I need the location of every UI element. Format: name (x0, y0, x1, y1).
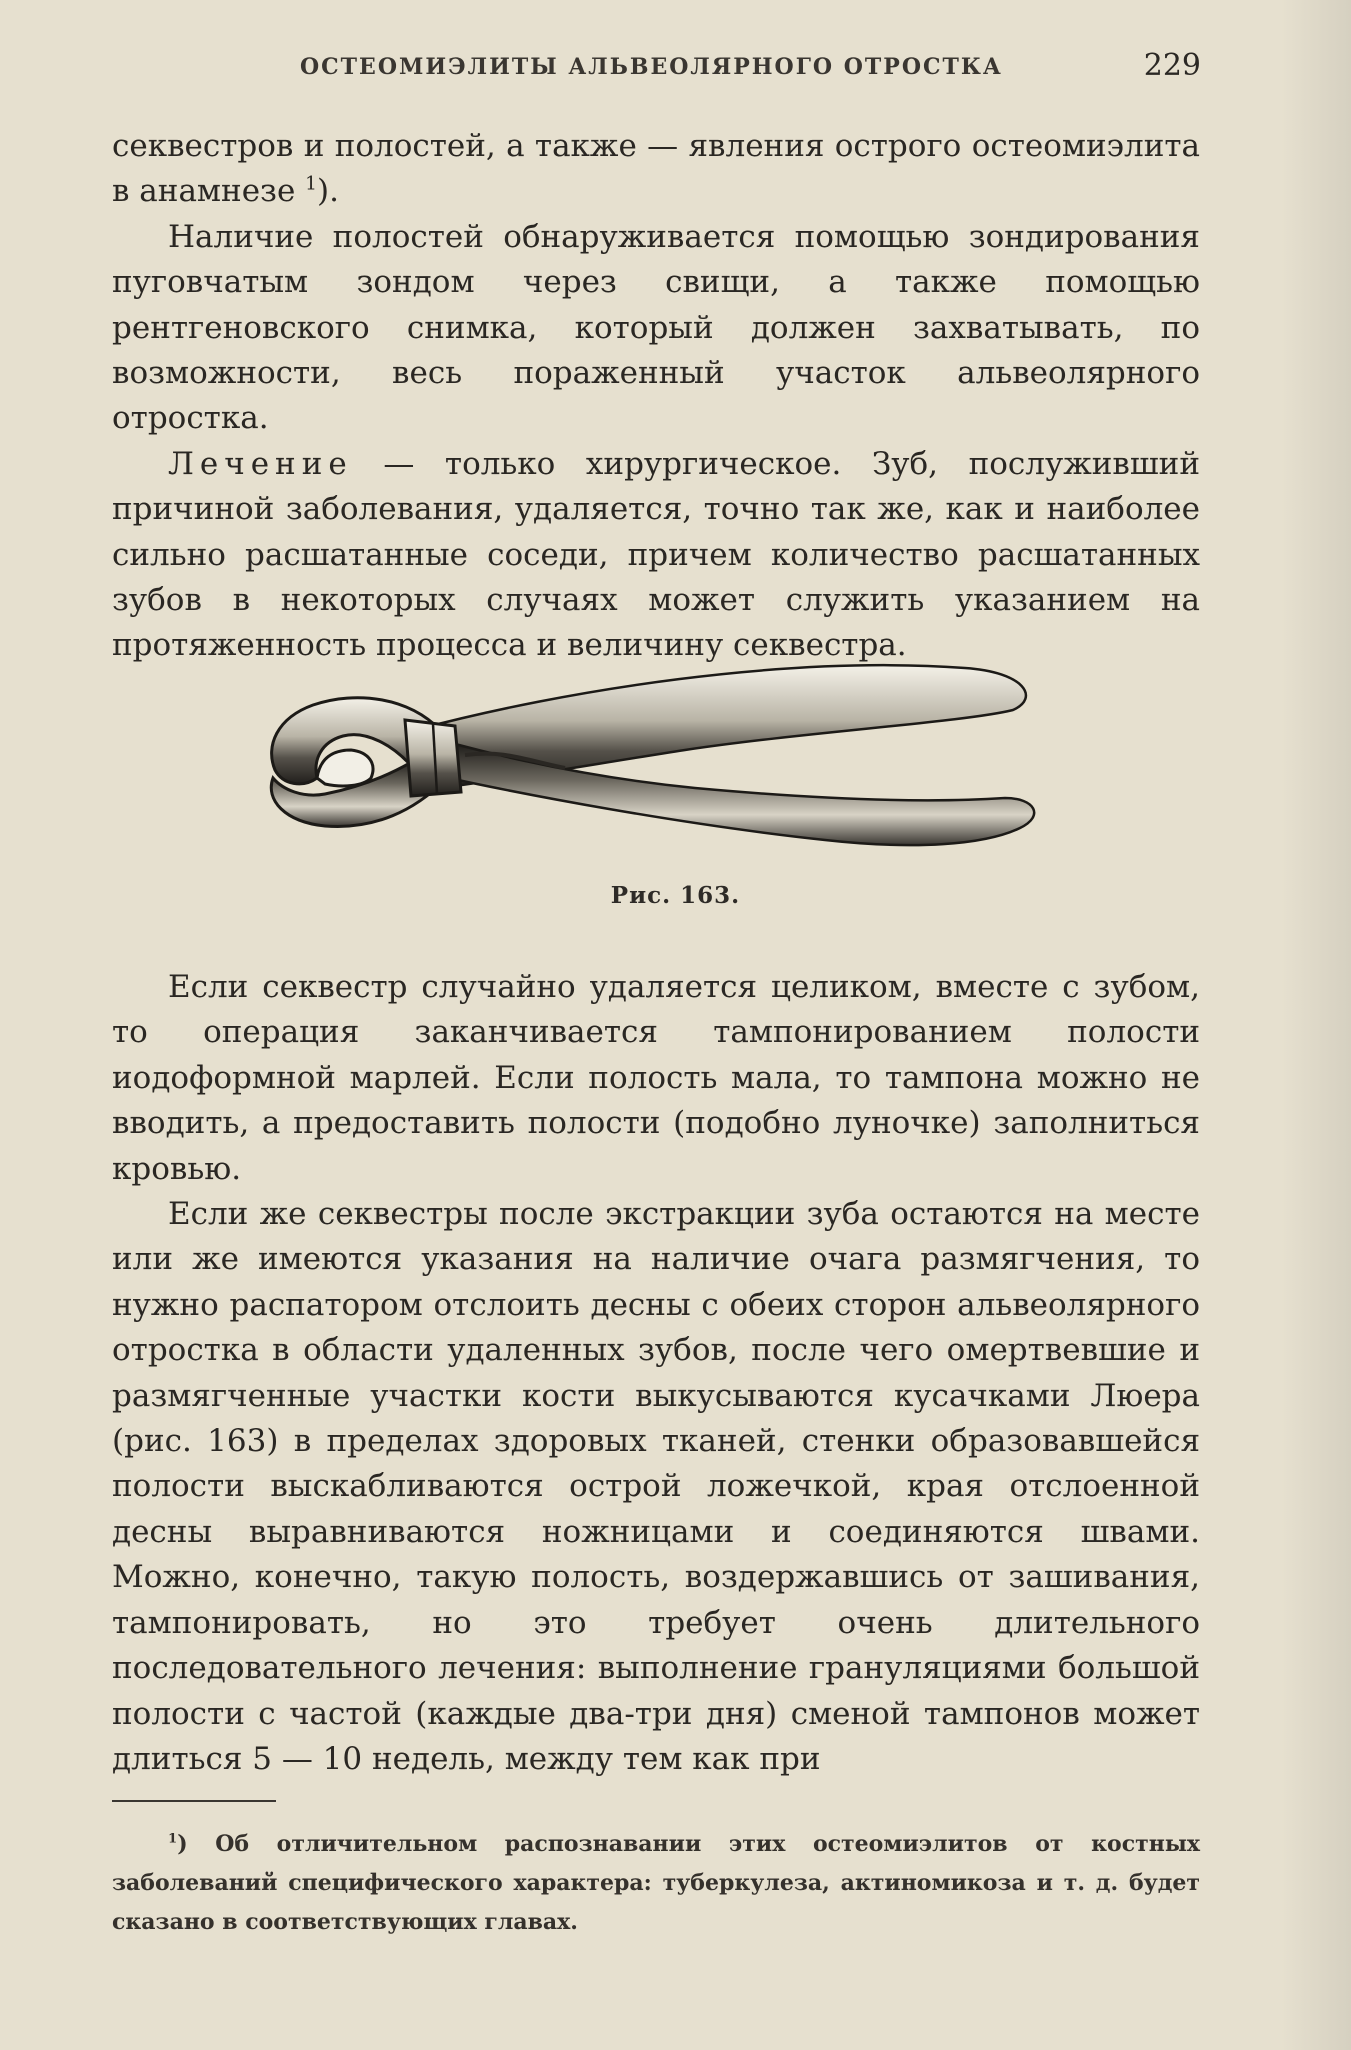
figure-caption: Рис. 163. (610, 882, 741, 909)
figure-luer-forceps (265, 660, 1045, 875)
footnote-rule (112, 1800, 276, 1802)
text-block-top (112, 124, 1200, 669)
paragraph (112, 124, 1200, 215)
luer-forceps-icon (265, 660, 1045, 875)
paragraph (112, 442, 1200, 669)
footnote-mark: 1 (168, 1831, 178, 1847)
footnote (112, 1825, 1200, 1942)
text-block-bottom (112, 965, 1200, 1782)
footnote-ref: 1 (305, 174, 318, 196)
page-header (300, 48, 1201, 88)
paragraph: Если же секвестры после экстракции зуба остаются на месте или же имеются указания на наличие очага размягчения, то нужно распатором отслоить десны с обеих сторон альвеолярного отростка в области удаленных зубов, после чего омертвевшие и размягченные участки кости выкусываются кусачками Люера (рис. 163) в пределах здоровых тканей, стенки образовавшейся полости выскабливаются острой ложечкой, края отслоенной десны выравниваются ножницами и соединяются швами. Можно, конечно, такую полость, воздержавшись от зашивания, тампонировать, но это требует очень длительного последовательного лечения: выполнение грануляциями большой полости с частой (каждые два-три дня) сменой тампонов может длиться 5 — 10 недель, между тем как при (112, 1196, 1200, 1777)
footnote-paragraph (112, 1825, 1200, 1942)
forceps-jaw-cutting-edge (317, 750, 373, 786)
paragraph: Если секвестр случайно удаляется целиком, вместе с зубом, то операция заканчивается тампонированием полости иодоформной марлей. Если полость мала, то тампона можно не вводить, а предоставить полости (подобно луночке) заполниться кровью. (112, 969, 1200, 1187)
paragraph-text-end: ). (317, 173, 339, 210)
paragraph: Наличие полостей обнаруживается помощью зондирования пуговчатым зондом через свищи, а также помощью рентгеновского снимка, который должен захватывать, по возможности, весь пораженный участок альвеолярного отростка. (112, 218, 1200, 437)
page-edge-shadow (1281, 0, 1351, 2050)
page-number: 229 (1143, 48, 1201, 83)
paragraph-text: — только хирургическое. Зуб, послуживший причиной заболевания, удаляется, точно так же, как и наиболее сильно расшатанные соседи, причем количество расшатанных зубов в некоторых случаях может служить указанием на протяженность процесса и величину секвестра. (112, 445, 1200, 664)
paragraph-text: секвестров и полостей, а также — явления острого остеомиэлита в анамнезе (112, 128, 1200, 210)
footnote-text: ) Об отличительном распознавании этих остеомиэлитов от костных заболеваний специфического характера: туберкулеза, актиномикоза и т. д. будет сказано в соответствующих главах. (112, 1831, 1200, 1935)
running-head: ОСТЕОМИЭЛИТЫ АЛЬВЕОЛЯРНОГО ОТРОСТКА (300, 54, 1003, 80)
emphasized-term: Лечение (168, 445, 353, 482)
